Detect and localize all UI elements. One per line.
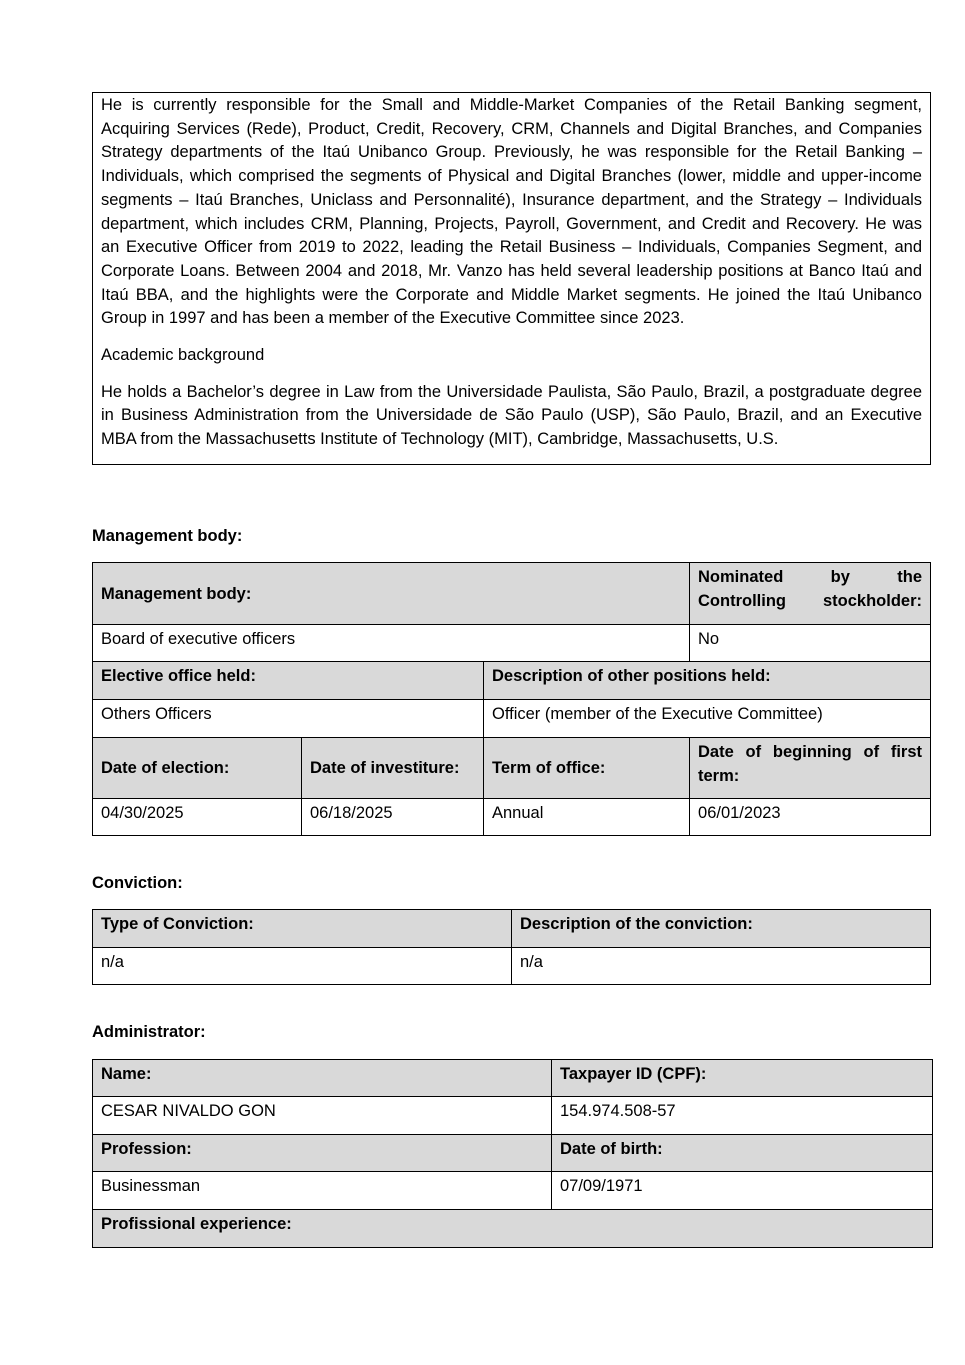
election-date-header: Date of election: [93, 738, 302, 799]
cpf-value: 154.974.508-57 [552, 1097, 933, 1135]
name-value: CESAR NIVALDO GON [93, 1097, 552, 1135]
other-positions-header: Description of other positions held: [484, 662, 931, 700]
conviction-type-value: n/a [93, 948, 512, 985]
conviction-section-title: Conviction: [92, 874, 183, 892]
administrator-section-title: Administrator: [92, 1023, 206, 1041]
first-term-date-value: 06/01/2023 [690, 799, 931, 836]
bio-paragraph-experience: He is currently responsible for the Small and Middle-Market Companies of the Retail Banking segment, Acquiring Services (Rede), Product, Credit, Recovery, CRM, Channels and Digital Branches, and Companies Strategy departments of the Itaú Unibanco Group. Previously, he was responsible for the Retail Banking – Individuals, which comprised the segments of Physical and Digital Branches (lower, middle and upper-income segments – Itaú Branches, Uniclass and Personnalité), Insurance department, and the Strategy – Individuals department, which includes CRM, Planning, Projects, Payroll, Government, and Credit and Recovery. He was an Executive Officer from 2019 to 2022, leading the Retail Business – Individuals, Companies Segment, and Corporate Loans. Between 2004 and 2018, Mr. Vanzo has held several leadership positions at Banco Itaú and Itaú BBA, and the highlights were the Corporate and Middle Market segments. He joined the Itaú Unibanco Group in 1997 and has been a member of the Executive Committee since 2023. [101, 96, 922, 328]
term-of-office-header: Term of office: [484, 738, 690, 799]
management-body-table [92, 562, 931, 836]
biography-box [92, 92, 931, 465]
management-body-header: Management body: [93, 563, 690, 625]
elective-office-value: Others Officers [93, 700, 484, 738]
first-term-date-header: Date of beginning of first term: [690, 738, 931, 799]
nominated-value: No [690, 625, 931, 662]
investiture-date-header: Date of investiture: [302, 738, 484, 799]
other-positions-value: Officer (member of the Executive Committee) [484, 700, 931, 738]
birth-date-value: 07/09/1971 [552, 1172, 933, 1210]
profession-value: Businessman [93, 1172, 552, 1210]
investiture-date-value: 06/18/2025 [302, 799, 484, 836]
conviction-type-header: Type of Conviction: [93, 910, 512, 948]
name-header: Name: [93, 1060, 552, 1097]
nominated-by-controlling-header: Nominated by the Controlling stockholder: [690, 563, 931, 625]
election-date-value: 04/30/2025 [93, 799, 302, 836]
academic-background-heading: Academic background [101, 346, 265, 365]
professional-experience-header: Profissional experience: [93, 1210, 933, 1248]
conviction-table [92, 909, 931, 985]
conviction-description-value: n/a [512, 948, 931, 985]
conviction-description-header: Description of the conviction: [512, 910, 931, 948]
elective-office-header: Elective office held: [93, 662, 484, 700]
cpf-header: Taxpayer ID (CPF): [552, 1060, 933, 1097]
management-section-title: Management body: [92, 527, 243, 545]
term-of-office-value: Annual [484, 799, 690, 836]
profession-header: Profession: [93, 1135, 552, 1172]
birth-date-header: Date of birth: [552, 1135, 933, 1172]
bio-paragraph-academic: He holds a Bachelor’s degree in Law from the Universidade Paulista, São Paulo, Brazil, a postgraduate degree in Business Administration from the Universidade de São Paulo (USP), São Paulo, Brazil, and an Executive MBA from the Massachusetts Institute of Technology (MIT), Cambridge, Massachusetts, U.S. [101, 382, 922, 449]
management-body-value: Board of executive officers [93, 625, 690, 662]
administrator-table [92, 1059, 933, 1248]
